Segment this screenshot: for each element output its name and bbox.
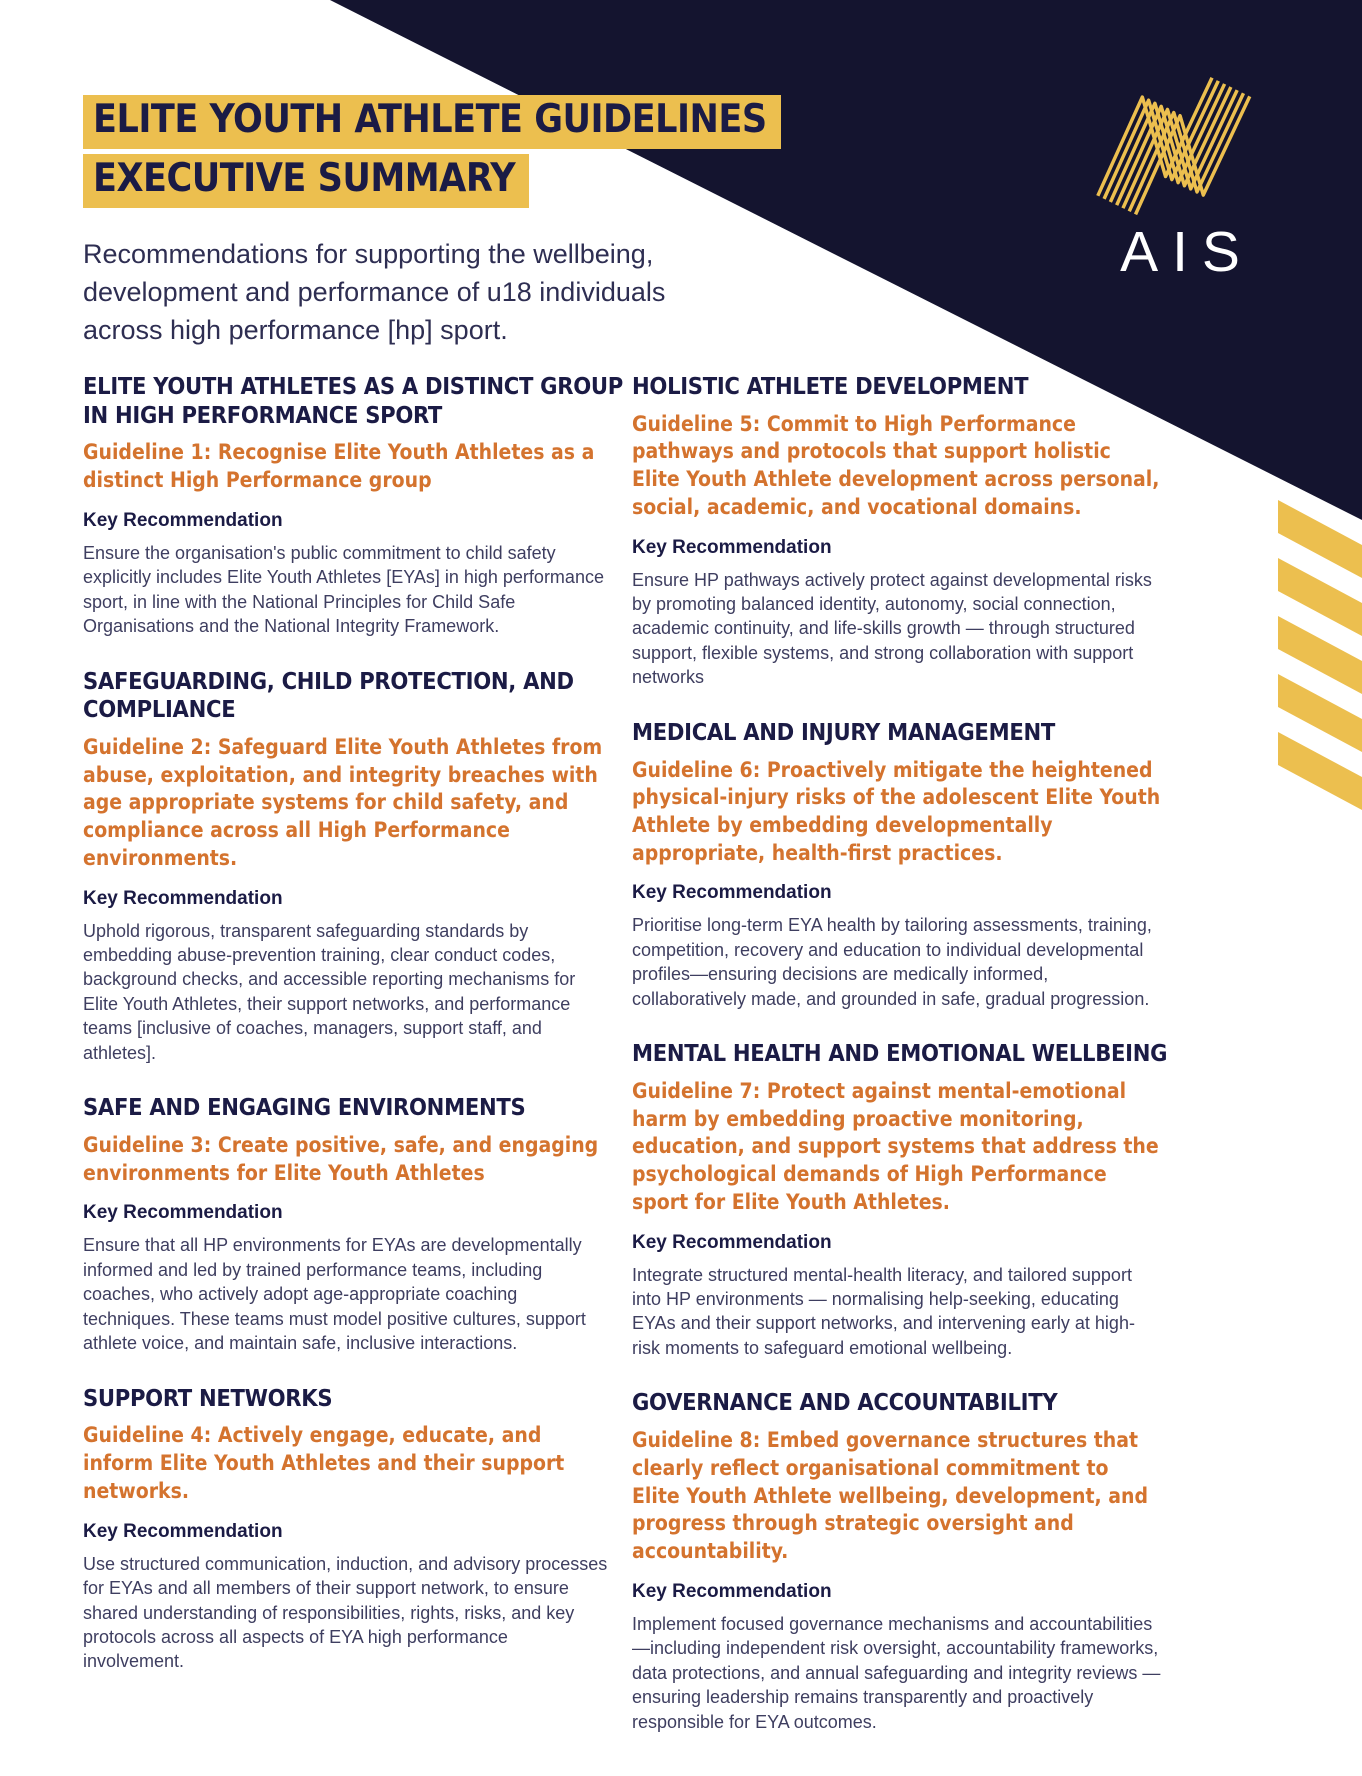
section-safeguarding <box>83 667 613 1066</box>
column-left <box>83 372 623 1702</box>
section-medical-injury <box>632 718 1162 1011</box>
section-support-networks <box>83 1384 613 1674</box>
guideline-text: Guideline 1: Recognise Elite Youth Athletes as a distinct High Performance group <box>83 440 595 493</box>
key-recommendation-body: Implement focused governance mechanisms and accountabilities—including independent risk oversight, accountability frameworks, data protections, and annual safeguarding and integrity reviews — ensuring leadership remains transparently and proactively responsible for EYA outcomes. <box>632 1613 1161 1732</box>
page-header <box>83 95 803 350</box>
section-heading: SAFEGUARDING, CHILD PROTECTION, AND COMPLIANCE <box>83 666 574 724</box>
ais-logo-text: AIS <box>1120 220 1254 284</box>
section-holistic-development <box>632 372 1162 690</box>
page-title-line2: EXECUTIVE SUMMARY <box>83 154 529 208</box>
guideline-text: Guideline 7: Protect against mental-emotional harm by embedding proactive monitoring, education, and support systems that address the psychological demands of High Performance sport for Elite Youth Athletes. <box>632 1078 1159 1214</box>
ais-logo <box>1078 70 1286 284</box>
section-safe-environments <box>83 1093 613 1355</box>
section-distinct-group <box>83 372 623 639</box>
guideline-text: Guideline 5: Commit to High Performance pathways and protocols that support holistic Elite Youth Athlete development across personal, social, academic, and vocational domains. <box>632 411 1160 519</box>
guideline-text: Guideline 4: Actively engage, educate, and inform Elite Youth Athletes and their support networks. <box>83 1423 565 1503</box>
yellow-chevron-stripes <box>1278 500 1362 812</box>
section-governance <box>632 1388 1162 1734</box>
key-recommendation-label: Key Recommendation <box>632 1231 832 1253</box>
column-right <box>632 372 1168 1762</box>
key-recommendation-body: Prioritise long-term EYA health by tailoring assessments, training, competition, recovery and education to individual developmental profiles—ensuring decisions are medically informed, collaboratively made, and grounded in safe, gradual progression. <box>632 915 1152 1009</box>
key-recommendation-label: Key Recommendation <box>83 887 283 909</box>
page-subtitle: Recommendations for supporting the wellbeing, development and performance of u18 individuals across high performance [hp] sport. <box>83 238 666 346</box>
key-recommendation-label: Key Recommendation <box>632 1580 832 1602</box>
key-recommendation-body: Ensure that all HP environments for EYAs are developmentally informed and led by trained performance teams, including coaches, who actively adopt age-appropriate coaching techniques. These teams must model positive cultures, support athlete voice, and maintain safe, inclusive interactions. <box>83 1235 586 1354</box>
section-heading: ELITE YOUTH ATHLETES AS A DISTINCT GROUP IN HIGH PERFORMANCE SPORT <box>83 372 623 429</box>
section-heading: HOLISTIC ATHLETE DEVELOPMENT <box>632 372 1029 400</box>
section-heading: MEDICAL AND INJURY MANAGEMENT <box>632 717 1055 746</box>
chevron-stripes-icon <box>1278 500 1362 812</box>
key-recommendation-label: Key Recommendation <box>83 1520 283 1542</box>
guideline-text: Guideline 8: Embed governance structures that clearly reflect organisational commitment to Elite Youth Athlete wellbeing, development, and progress through strategic oversight and accountability. <box>632 1428 1149 1563</box>
key-recommendation-body: Ensure the organisation's public commitment to child safety explicitly includes Elite Youth Athletes [EYAs] in high performance sport, in line with the National Principles for Child Safe Organisations and the National Integrity Framework. <box>83 542 604 637</box>
section-heading: SAFE AND ENGAGING ENVIRONMENTS <box>83 1093 526 1122</box>
guideline-text: Guideline 2: Safeguard Elite Youth Athletes from abuse, exploitation, and integrity breaches with age appropriate systems for child safety, and compliance across all High Performance environments. <box>83 734 603 870</box>
key-recommendation-label: Key Recommendation <box>83 509 283 531</box>
ais-n-stripes-icon <box>1086 70 1278 220</box>
guideline-text: Guideline 6: Proactively mitigate the heightened physical-injury risks of the adolescent Elite Youth Athlete by embedding developmentally appropriate, health-first practices. <box>632 757 1161 865</box>
key-recommendation-body: Integrate structured mental-health literacy, and tailored support into HP environments — normalising help-seeking, educating EYAs and their support networks, and intervening early at high-risk moments to safeguard emotional wellbeing. <box>632 1264 1135 1358</box>
section-mental-health <box>632 1039 1168 1360</box>
key-recommendation-label: Key Recommendation <box>83 1202 283 1224</box>
key-recommendation-label: Key Recommendation <box>632 536 832 558</box>
key-recommendation-body: Ensure HP pathways actively protect against developmental risks by promoting balanced identity, autonomy, social connection, academic continuity, and life-skills growth — through structured support, flexible systems, and strong collaboration with support networks <box>632 569 1152 688</box>
section-heading: GOVERNANCE AND ACCOUNTABILITY <box>632 1388 1058 1417</box>
key-recommendation-body: Uphold rigorous, transparent safeguarding standards by embedding abuse-prevention training, clear conduct codes, background checks, and accessible reporting mechanisms for Elite Youth Athletes, their support networks, and performance teams [inclusive of coaches, managers, support staff, and athletes]. <box>83 920 576 1063</box>
section-heading: MENTAL HEALTH AND EMOTIONAL WELLBEING <box>632 1039 1168 1068</box>
key-recommendation-label: Key Recommendation <box>632 882 832 904</box>
section-heading: SUPPORT NETWORKS <box>83 1383 333 1412</box>
guideline-text: Guideline 3: Create positive, safe, and engaging environments for Elite Youth Athletes <box>83 1133 599 1185</box>
page-title-line1: ELITE YOUTH ATHLETE GUIDELINES <box>83 95 781 149</box>
key-recommendation-body: Use structured communication, induction, and advisory processes for EYAs and all members of their support network, to ensure shared understanding of responsibilities, rights, risks, and key protocols across all aspects of EYA high performance involvement. <box>83 1553 608 1672</box>
